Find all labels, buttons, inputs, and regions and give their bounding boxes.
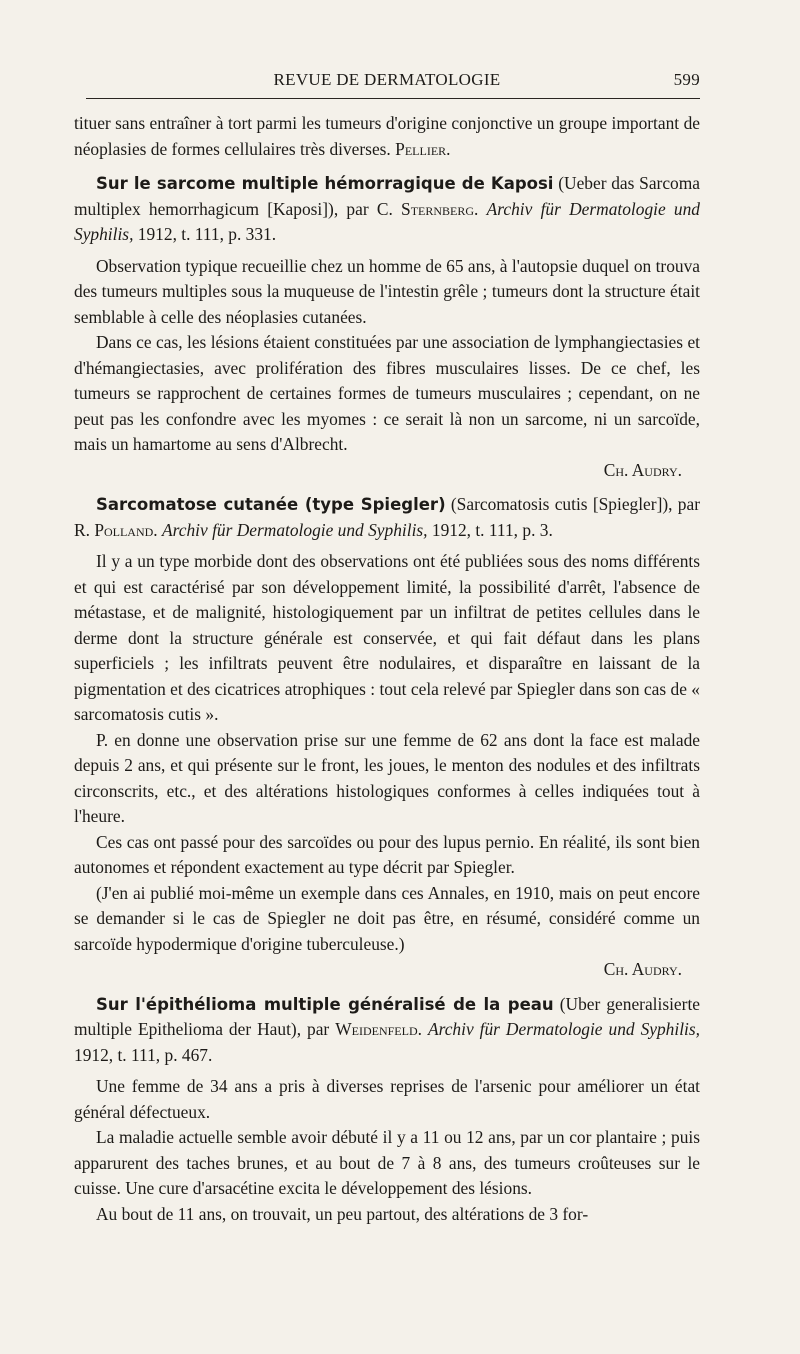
article-journal: Archiv für Dermatologie und Syphilis, <box>74 198 701 244</box>
article-heading: Sur le sarcome multiple hémorragique de Kaposi (Ueber das Sarcoma multiplex hemorrhagicum [Kaposi]), par C. Sternberg. Archiv für Dermatologie und Syphilis, 1912, t. 111, p. 331. <box>74 173 701 244</box>
article-heading: Sur l'épithélioma multiple généralisé de la peau (Uber generalisierte multiple Epithelioma der Haut), par Weidenfeld. Archiv für Dermatologie und Syphilis, 1912, t. 111, p. 467. <box>74 993 700 1065</box>
running-header <box>74 60 700 92</box>
article-heading: Sarcomatose cutanée (type Spiegler) (Sarcomatosis cutis [Spiegler]), par R. Polland. Archiv für Dermatologie und Syphilis, 1912, t. 111, p. 3. <box>74 494 700 540</box>
article-paragraph: Il y a un type morbide dont des observations ont été publiées sous des noms différents et qui est caractérisé par son développement limité, la possibilité d'arrêt, l'absence de métastase, et de malignité, histologiquement par un infiltrat de petites cellules dans le derme dont la structure générale est conservée, et qui fait défaut dans les plans superficiels ; les infiltrats peuvent être nodulaires, et disparaître en laissant de la pigmentation et des cicatrices atrophiques : tout cela relevé par Spiegler dans son cas de « sarcomatosis cutis ». <box>74 551 700 724</box>
header-rule <box>86 98 700 99</box>
article-epithelioma <box>74 992 700 1228</box>
article-author: Weidenfeld. <box>335 1019 422 1039</box>
article-signature: Ch. Audry. <box>603 959 682 979</box>
article-author: Sternberg. <box>401 198 479 219</box>
article-title: Sur l'épithélioma multiple généralisé de la peau <box>96 994 554 1014</box>
article-title: Sarcomatose cutanée (type Spiegler) <box>96 495 446 514</box>
article-paragraph: P. en donne une observation prise sur une femme de 62 ans dont la face est malade depuis 2 ans, et qui présente sur le front, les joues, le menton des nodules et des infiltrats circonscrits, etc., et des altérations histologiques conformes à celles indiquées tout à l'heure. <box>74 729 700 826</box>
article-paragraph: Observation typique recueillie chez un homme de 65 ans, à l'autopsie duquel on trouva des tumeurs multiples sous la muqueuse de l'intestin grêle ; tumeurs dont la structure était semblable à celle des néoplasies cutanées. <box>74 255 700 327</box>
article-paragraph: (J'en ai publié moi-même un exemple dans ces Annales, en 1910, mais on peut encore se demander si le cas de Spiegler ne doit pas être, en résumé, considéré comme un sarcoïde hypodermique d'origine tuberculeuse.) <box>74 882 700 954</box>
article-journal: Archiv für Dermatologie und Syphilis, <box>427 1019 700 1039</box>
intro-signature: Pellier. <box>395 138 451 159</box>
intro-paragraph: tituer sans entraîner à tort parmi les tumeurs d'origine conjonctive un groupe important de néoplasies de formes cellulaires très diverses. Pellier. <box>74 113 700 159</box>
article-title: Sur le sarcome multiple hémorragique de Kaposi <box>96 174 554 193</box>
article-paragraph: La maladie actuelle semble avoir débuté il y a 11 ou 12 ans, par un cor plantaire ; puis apparurent des taches brunes, et au bout de 7 à 8 ans, des tumeurs croûteuses sur le cuisse. Une cure d'arsacétine excita le développement des lésions. <box>74 1127 700 1198</box>
article-paragraph: Ces cas ont passé pour des sarcoïdes ou pour des lupus pernio. En réalité, ils sont bien autonomes et répondent exactement au type décrit par Spiegler. <box>74 831 700 877</box>
article-paragraph: Une femme de 34 ans a pris à diverses reprises de l'arsenic pour améliorer un état général défectueux. <box>74 1076 700 1122</box>
article-author: Polland. <box>94 519 158 540</box>
journal-title: REVUE DE DERMATOLOGIE <box>273 70 501 89</box>
article-journal: Archiv für Dermatologie und Syphilis, <box>162 519 428 540</box>
article-paragraph: Dans ce cas, les lésions étaient constituées par une association de lymphangiectasies et d'hémangiectasies, avec prolifération des fibres musculaires lisses. De ce chef, les tumeurs se rapprochent de certaines formes de tumeurs musculaires ; cependant, on ne peut pas les confondre avec les myomes : ce serait là non un sarcome, ni un sarcoïde, mais un hamartome au sens d'Albrecht. <box>74 332 700 454</box>
journal-page <box>74 60 700 1227</box>
article-spiegler <box>74 492 700 983</box>
article-kaposi <box>74 171 700 483</box>
article-paragraph: Au bout de 11 ans, on trouvait, un peu partout, des altérations de 3 for- <box>96 1203 589 1224</box>
article-signature: Ch. Audry. <box>603 459 682 480</box>
page-number: 599 <box>673 70 700 89</box>
